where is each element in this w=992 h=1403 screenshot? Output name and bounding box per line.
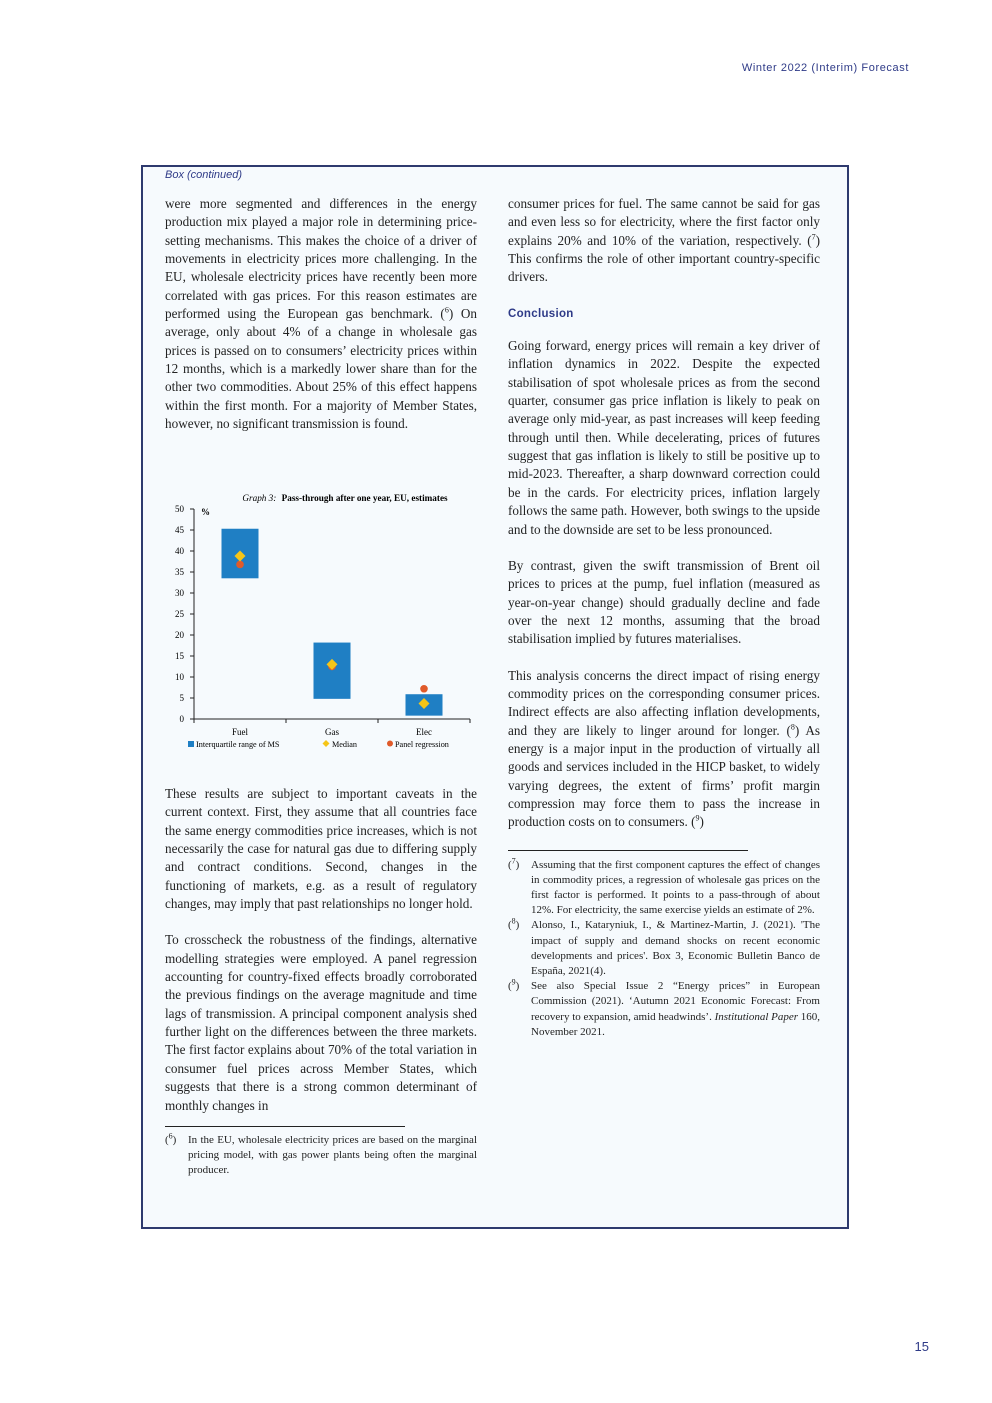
footnote-7-text: Assuming that the first component captures the effect of changes in commodity prices, a regression of wholesale gas prices on the first factor is performed. It points to a pass-through of about 12%. For electricity, the same exercise yields an estimate of 2%. [531, 858, 820, 917]
y-tick-label: 45 [175, 525, 184, 535]
page-number: 15 [914, 1339, 929, 1354]
footnote-ref-7[interactable]: 7 [811, 232, 816, 242]
right-column [508, 195, 820, 1040]
y-tick-label: 40 [175, 546, 184, 556]
continued-box [141, 165, 849, 1229]
footnote-ref-8[interactable]: 8 [790, 722, 795, 732]
left-column [165, 195, 477, 433]
right-paragraph-4: This analysis concerns the direct impact of rising energy commodity prices on the corresponding consumer prices. Indirect effects are also affecting inflation developments, and they are likely to linger around for longer. ($^8$) As energy is a major input in the production of virtually all goods and services included in the HICP basket, to widely varying degrees, the extent of firms’ profit margin compression may force them to pass the increase in production costs on to consumers. ($^9$) [508, 667, 820, 830]
left-paragraph-1: were more segmented and differences in the energy production mix played a major role in determining price-setting mechanisms. This makes the choice of a driver of movements in electricity prices more challenging. In the EU, wholesale electricity prices have recently been more correlated with gas prices. For this reason estimates are performed using the European gas benchmark. ($^6$) On average, only about 4% of a change in wholesale gas prices is passed on to consumers’ electricity prices within 12 months, which is a markedly lower share than for the other two commodities. About 25% of this effect happens within the first month. For a majority of Member States, however, no significant transmission is found. [165, 196, 477, 432]
legend-label-median: Median [332, 740, 358, 749]
left-paragraph-2: These results are subject to important caveats in the current context. First, they assume that all countries face the same energy commodities price increases, which is not necessarily the case for natural gas due to differing supply and contract conditions. Second, changes in the functioning of markets, e.g. as a result of regulatory changes, may imply that past relationships no longer hold. [165, 786, 477, 912]
x-tick-label: Gas [325, 727, 339, 737]
right-paragraph-1: consumer prices for fuel. The same cannot be said for gas and even less so for electricity, where the first factor only explains 20% and 10% of the variation, respectively. ($^7$) This confirms the role of other important country-specific drivers. [508, 196, 820, 285]
y-tick-label: 20 [175, 630, 184, 640]
chart-title-prefix: Graph 3: [242, 493, 277, 503]
footnote-6-marker: ($^6$) [165, 1131, 177, 1146]
y-axis-unit: % [201, 507, 210, 517]
y-tick-label: 10 [175, 672, 184, 682]
pass-through-chart [157, 489, 477, 757]
left-column-lower [165, 785, 477, 1178]
footnote-9 [508, 979, 820, 1040]
panel-regression-point [236, 561, 244, 569]
legend-swatch-median [323, 740, 330, 747]
legend-label-panel: Panel regression [395, 740, 449, 749]
legend-swatch-interquartile [188, 741, 194, 747]
y-tick-label: 30 [175, 588, 184, 598]
footnote-6 [165, 1133, 477, 1179]
y-tick-label: 25 [175, 609, 184, 619]
chart-title-text: Pass-through after one year, EU, estimates [281, 493, 448, 503]
chart-title [242, 493, 448, 503]
conclusion-heading: Conclusion [508, 307, 574, 320]
x-tick-label: Fuel [231, 727, 249, 737]
right-paragraph-2: Going forward, energy prices will remain a key driver of inflation dynamics in 2022. Despite the expected stabilisation of spot wholesale prices as from the second quarter, consumer gas price inflation is likely to peak on average only mid-year, as past increases will keep feeding through until then. While decelerating, prices of futures suggest that gas inflation is likely to still be positive up to mid-2023. Thereafter, a sharp downward correction could be in the cards. For electricity prices, inflation largely follows the same path. However, both swings to the upside and to the downside are set to be less pronounced. [508, 338, 820, 537]
y-tick-label: 5 [179, 693, 184, 703]
legend-swatch-panel [387, 741, 393, 747]
box-label: Box (continued) [165, 169, 243, 181]
x-tick-label: Elec [416, 727, 432, 737]
footnote-8-text: Alonso, I., Kataryniuk, I., & Martinez-Martin, J. (2021). 'The impact of supply and demand shocks on recent economic developments and prices'. Box 3, Economic Bulletin Banco de España, 2021(4). [531, 919, 820, 978]
footnote-7 [508, 858, 820, 919]
footnote-ref-9[interactable]: 9 [695, 813, 700, 823]
y-tick-label: 50 [175, 504, 184, 514]
footnote-8 [508, 918, 820, 979]
footnote-9-text: See also Special Issue 2 “Energy prices” in European Commission (2021). ‘Autumn 2021 Economic Forecast: From recovery to expansion, amid headwinds’. Institutional Paper 160, November 2021. [531, 980, 821, 1038]
footnote-8-marker: ($^8$) [508, 916, 520, 932]
panel-regression-point [420, 685, 428, 693]
y-tick-label: 15 [175, 651, 184, 661]
footnote-ref-6[interactable]: 6 [444, 305, 449, 315]
running-header: Winter 2022 (Interim) Forecast [741, 62, 909, 74]
right-paragraph-3: By contrast, given the swift transmission of Brent oil prices to prices at the pump, fuel inflation (measured as year-on-year change) should gradually decline and fade over the next 12 months, assuming that the broad stabilisation implied by futures materialises. [508, 557, 820, 647]
chart-container [157, 489, 477, 757]
footnote-9-marker: ($^9$) [508, 977, 520, 993]
interquartile-bar [314, 643, 351, 699]
footnote-6-text: In the EU, wholesale electricity prices are based on the marginal pricing model, with gas power plants being often the marginal producer. [188, 1133, 477, 1177]
footnote-7-marker: ($^7$) [508, 856, 520, 871]
y-tick-label: 0 [179, 714, 184, 724]
legend-label-interquartile: Interquartile range of MS [196, 740, 280, 749]
left-paragraph-3: To crosscheck the robustness of the findings, alternative modelling strategies were employed. A panel regression accounting for country-fixed effects broadly corroborated the previous findings on the average magnitude and time lags of transmission. A principal component analysis shed further light on the differences between the three markets. The first factor explains about 70% of the total variation in consumer fuel prices across Member States, which suggests that there is a strong common determinant of monthly changes in [165, 932, 477, 1113]
y-tick-label: 35 [175, 567, 184, 577]
